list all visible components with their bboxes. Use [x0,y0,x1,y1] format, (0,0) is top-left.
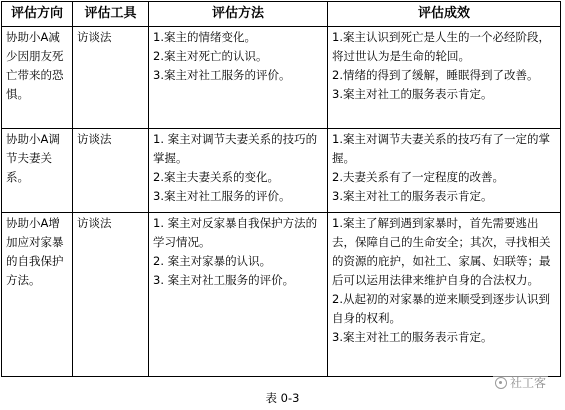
table-row [2,27,561,129]
direction-cell: 协助小A减少因朋友死亡带来的恐惧。 [2,27,73,129]
watermark [493,374,548,391]
tool-cell: 访谈法 [73,129,149,213]
tool-cell: 访谈法 [73,213,149,377]
evaluation-table [1,1,561,377]
method-cell [149,213,328,377]
method-item: 3.案主对社工服务的评价。 [153,189,291,203]
method-item: 1. 案主对调节夫妻关系的技巧的掌握。 [153,132,318,165]
method-item: 1. 案主对反家暴自我保护方法的学习情况。 [153,216,318,249]
result-cell [328,129,561,213]
method-item: 2. 案主对家暴的认识。 [153,254,272,268]
result-cell [328,27,561,129]
result-item: 1.案主认识到死亡是人生的一个必经阶段，将过世认为是生命的轮回。 [332,30,550,63]
result-item: 2.夫妻关系有了一定程度的改善。 [332,170,504,184]
result-item: 3.案主对社工的服务表示肯定。 [332,87,493,101]
table-row [2,213,561,377]
tool-cell: 访谈法 [73,27,149,129]
method-item: 3. 案主对社工服务的评价。 [153,273,295,287]
result-item: 2.情绪的得到了缓解，睡眠得到了改善。 [332,68,539,82]
result-item: 1.案主了解到遇到家暴时，首先需要逃出去，保障自己的生命安全；其次，寻找相关的资源的庇护，如社工、家属、妇联等；最后可以运用法律来维护自身的合法权力。 [332,216,551,287]
result-item: 3.案主对社工的服务表示肯定。 [332,330,493,344]
wechat-logo-icon [495,377,507,389]
method-cell [149,129,328,213]
result-item: 2.从起初的对家暴的逆来顺受到逐步认识到自身的权利。 [332,292,550,325]
header-direction: 评估方向 [2,2,73,27]
method-item: 1.案主的情绪变化。 [153,30,256,44]
table-row [2,129,561,213]
direction-cell: 协助小A增加应对家暴的自我保护方法。 [2,213,73,377]
header-tool: 评估工具 [73,2,149,27]
result-item: 3.案主对社工的服务表示肯定。 [332,189,493,203]
header-result: 评估成效 [328,2,561,27]
method-item: 3.案主对社工服务的评价。 [153,68,291,82]
method-item: 2.案主夫妻关系的变化。 [153,170,279,184]
direction-cell: 协助小A调节夫妻关系。 [2,129,73,213]
header-row [2,2,561,27]
result-item: 1.案主对调节夫妻关系的技巧有了一定的掌握。 [332,132,550,165]
table-caption: 表 0-3 [265,391,300,405]
method-cell [149,27,328,129]
method-item: 2.案主对死亡的认识。 [153,49,268,63]
header-method: 评估方法 [149,2,328,27]
result-cell [328,213,561,377]
watermark-text: 社工客 [510,376,547,390]
